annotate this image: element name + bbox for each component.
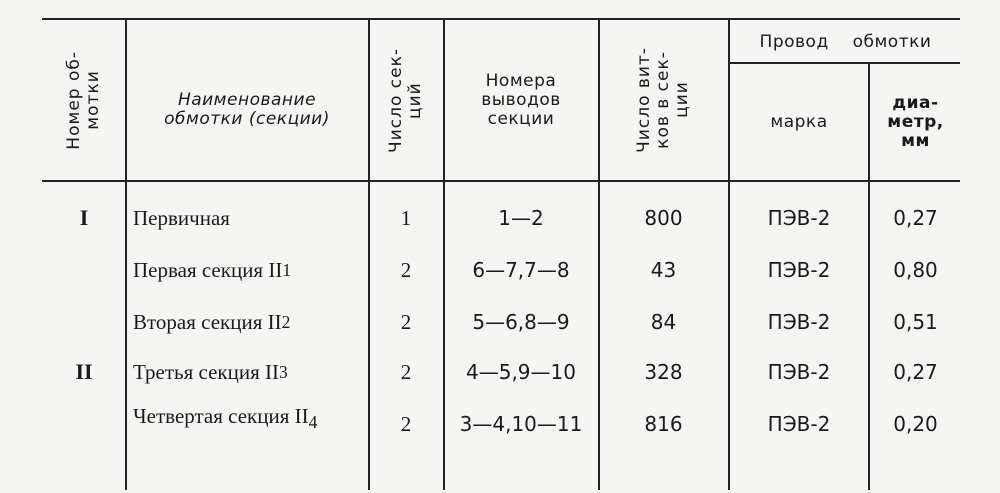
winding-number — [44, 248, 124, 292]
header-leads: Номера выводов секции — [481, 70, 561, 129]
lead-numbers: 3—4,10—11 — [459, 412, 583, 436]
header-mark: марка — [770, 111, 828, 132]
col-divider-4 — [598, 20, 600, 490]
turn-count: 816 — [644, 412, 683, 436]
winding-name: Первичная — [133, 205, 230, 230]
header-wire-group-cell — [731, 22, 960, 62]
wire-mark: ПЭВ-2 — [767, 206, 831, 230]
section-count: 2 — [400, 359, 412, 384]
header-num-cell — [44, 22, 124, 178]
col-divider-6 — [868, 64, 870, 490]
winding-number — [44, 402, 124, 446]
header-turns: Число вит- ков в сек- ции — [634, 47, 692, 153]
wire-mark: ПЭВ-2 — [767, 412, 831, 436]
wire-mark: ПЭВ-2 — [767, 310, 831, 334]
header-diam: диа- метр, мм — [887, 92, 944, 151]
turn-count: 328 — [644, 360, 683, 384]
header-turns-cell — [601, 22, 726, 178]
wire-group-rule — [728, 62, 960, 64]
header-name-cell — [128, 22, 366, 178]
lead-numbers: 6—7,7—8 — [472, 258, 570, 282]
header-sections: Число сек- ций — [386, 47, 425, 153]
wire-diameter: 0,20 — [893, 412, 938, 436]
turn-count: 800 — [644, 206, 683, 230]
header-num: Номер об- мотки — [64, 50, 103, 150]
wire-diameter: 0,80 — [893, 258, 938, 282]
header-bottom-rule — [42, 180, 960, 182]
wire-mark: ПЭВ-2 — [767, 258, 831, 282]
winding-name: Первая секция II 1 — [133, 257, 292, 282]
section-count: 2 — [400, 257, 412, 282]
section-count: 2 — [400, 411, 412, 436]
section-count: 2 — [400, 309, 412, 334]
section-count: 1 — [400, 205, 412, 230]
header-name: Наименование обмотки (секции) — [164, 89, 330, 129]
col-divider-5 — [728, 20, 730, 490]
wire-diameter: 0,27 — [893, 360, 938, 384]
lead-numbers: 1—2 — [498, 206, 544, 230]
winding-number — [44, 300, 124, 344]
wire-diameter: 0,27 — [893, 206, 938, 230]
winding-name: Третья секция II 3 — [133, 359, 288, 384]
header-diam-cell — [871, 66, 960, 178]
winding-name: Четвертая секция $II_4$ — [133, 404, 318, 433]
wire-diameter: 0,51 — [893, 310, 938, 334]
header-sections-cell — [371, 22, 441, 178]
lead-numbers: 4—5,9—10 — [466, 360, 576, 384]
turn-count: 43 — [650, 258, 677, 282]
winding-number: II — [75, 359, 93, 384]
winding-number: I — [79, 205, 89, 230]
winding-name: Вторая секция II 2 — [133, 309, 291, 334]
header-mark-cell — [731, 66, 867, 178]
col-divider-3 — [443, 20, 445, 490]
turn-count: 84 — [650, 310, 677, 334]
lead-numbers: 5—6,8—9 — [472, 310, 570, 334]
header-leads-cell — [446, 22, 596, 178]
col-divider-2 — [368, 20, 370, 490]
col-divider-1 — [125, 20, 127, 490]
wire-mark: ПЭВ-2 — [767, 360, 831, 384]
header-wire-group: Провод обмотки — [759, 31, 932, 52]
table-top-rule — [42, 18, 960, 20]
